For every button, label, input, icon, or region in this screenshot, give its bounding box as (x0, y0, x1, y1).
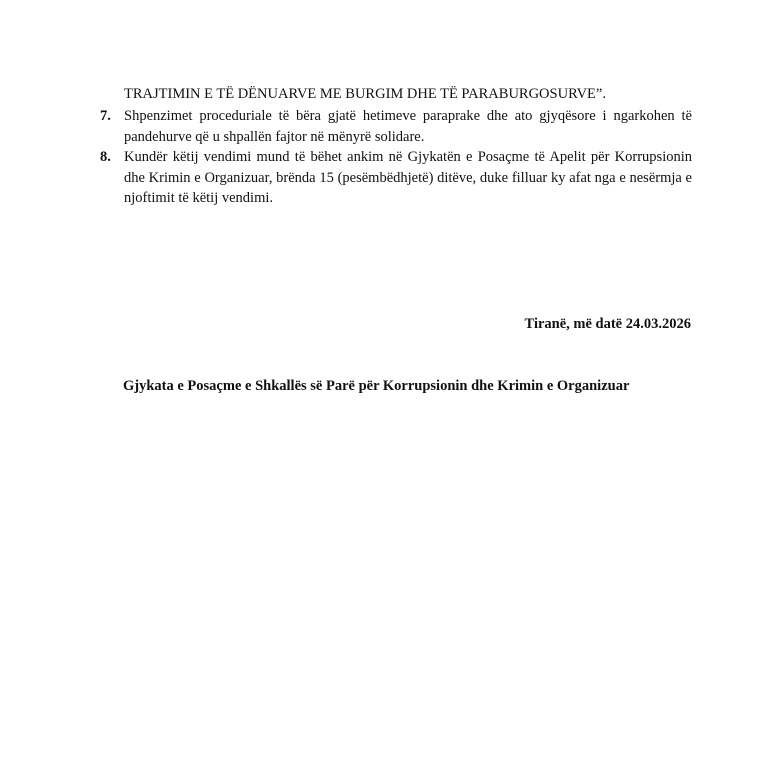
list-item-8 (100, 147, 692, 209)
item-number: 8. (100, 149, 111, 165)
item-text: Shpenzimet proceduriale të bëra gjatë hetimeve paraprake dhe ato gjyqësore i ngarkohen të pandehurve që u shpallën fajtor në mënyrë solidare. (124, 108, 692, 145)
list-item-7 (100, 106, 692, 147)
place-date: Tiranë, më datë 24.03.2026 (524, 316, 691, 332)
item-text: Kundër këtij vendimi mund të bëhet ankim në Gjykatën e Posaçme të Apelit për Korrupsionin dhe Krimin e Organizuar, brënda 15 (pesëmbëdhjetë) ditëve, duke filluar ky afat nga e nesërmja e njoftimit të këtij vendimi. (124, 149, 692, 206)
item-number: 7. (100, 108, 111, 124)
continued-text-line: TRAJTIMIN E TË DËNUARVE ME BURGIM DHE TË PARABURGOSURVE”. (124, 86, 606, 102)
court-name: Gjykata e Posaçme e Shkallës së Parë për Korrupsionin dhe Krimin e Organizuar (123, 378, 630, 394)
